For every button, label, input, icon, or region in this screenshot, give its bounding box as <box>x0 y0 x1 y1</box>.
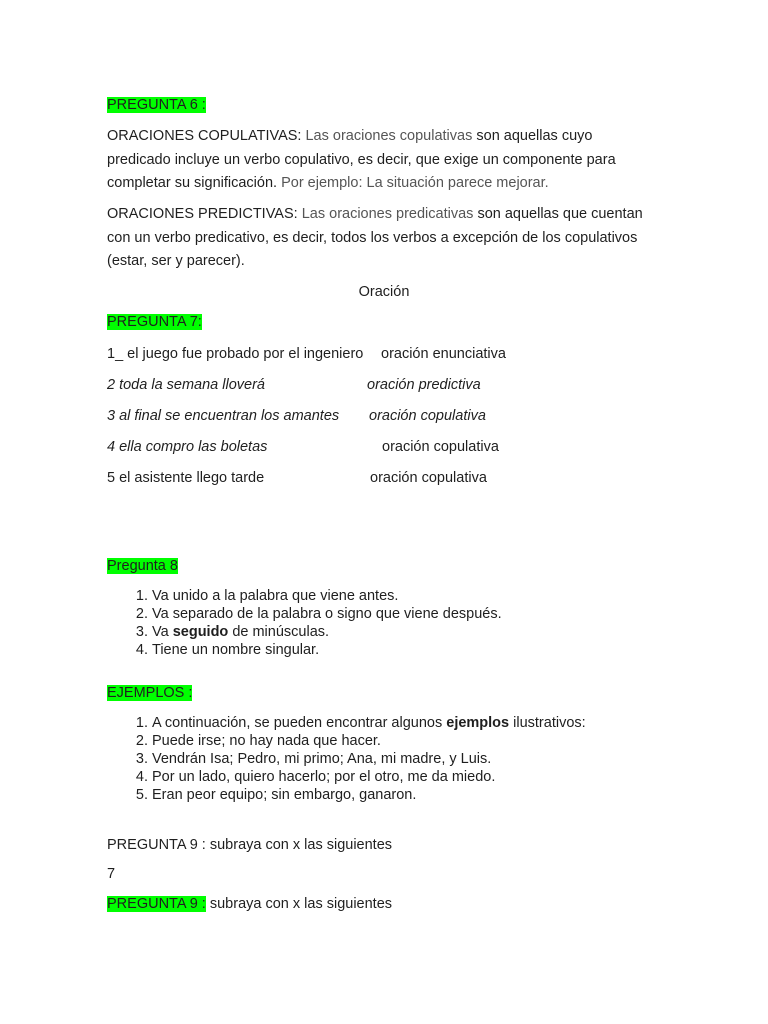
q7-sentence-1: 1_ el juego fue probado por el ingeniero <box>107 346 364 362</box>
q7-type-1: oración enunciativa <box>381 346 506 362</box>
ejemplos-list <box>107 714 586 804</box>
q9-line-highlighted <box>107 896 392 912</box>
list-item: 1. Va unido a la palabra que viene antes. <box>152 587 502 605</box>
predictivas-lead: Las oraciones predicativas <box>301 206 474 222</box>
copulativas-example: Por ejemplo: La situación parece mejorar. <box>281 175 549 191</box>
q7-type-2: oración predictiva <box>367 377 481 393</box>
q8-list <box>107 587 502 659</box>
oracion-heading: Oración <box>358 284 410 300</box>
list-item: 4. Por un lado, quiero hacerlo; por el otro, me da miedo. <box>152 768 586 786</box>
q7-sentence-5: 5 el asistente llego tarde <box>107 470 265 486</box>
q7-type-4: oración copulativa <box>382 439 499 455</box>
q7-sentence-2: 2 toda la semana lloverá <box>107 377 265 393</box>
ejemplos-label: EJEMPLOS : <box>107 685 193 701</box>
q9-rest: subraya con x las siguientes <box>205 896 393 912</box>
list-item: 3. Va seguido de minúsculas. <box>152 623 502 641</box>
list-item: 4. Tiene un nombre singular. <box>152 641 502 659</box>
q7-type-3: oración copulativa <box>369 408 486 424</box>
q9-number: 7 <box>107 866 116 882</box>
q7-sentence-3: 3 al final se encuentran los amantes <box>107 408 340 424</box>
list-item: 2. Puede irse; no hay nada que hacer. <box>152 732 586 750</box>
list-item: 3. Vendrán Isa; Pedro, mi primo; Ana, mi madre, y Luis. <box>152 750 586 768</box>
list-item: 2. Va separado de la palabra o signo que viene después. <box>152 605 502 623</box>
q9-label: PREGUNTA 9 : <box>107 896 206 912</box>
q7-sentence-4: 4 ella compro las boletas <box>107 439 268 455</box>
copulativas-term: ORACIONES COPULATIVAS: <box>107 128 302 144</box>
q6-label: PREGUNTA 6 : <box>107 97 206 113</box>
q7-label: PREGUNTA 7: <box>107 314 202 330</box>
q8-label: Pregunta 8 <box>107 558 178 574</box>
predictivas-paragraph <box>107 203 652 274</box>
list-item: 1. A continuación, se pueden encontrar algunos ejemplos ilustrativos: <box>152 714 586 732</box>
list-item: 5. Eran peor equipo; sin embargo, ganaron. <box>152 786 586 804</box>
copulativas-lead: Las oraciones copulativas <box>305 128 473 144</box>
q7-type-5: oración copulativa <box>370 470 487 486</box>
predictivas-term: ORACIONES PREDICTIVAS: <box>107 206 298 222</box>
predictivas-definition: son aquellas que cuentan con un verbo predicativo, es decir, todos los verbos a excepción de los copulativos (estar, ser y parecer). <box>107 206 643 269</box>
copulativas-paragraph <box>107 125 652 196</box>
q9-line-plain: PREGUNTA 9 : subraya con x las siguientes <box>107 837 393 853</box>
copulativas-definition: son aquellas cuyo predicado incluye un verbo copulativo, es decir, que exige un componente para completar su significación. <box>107 128 616 191</box>
